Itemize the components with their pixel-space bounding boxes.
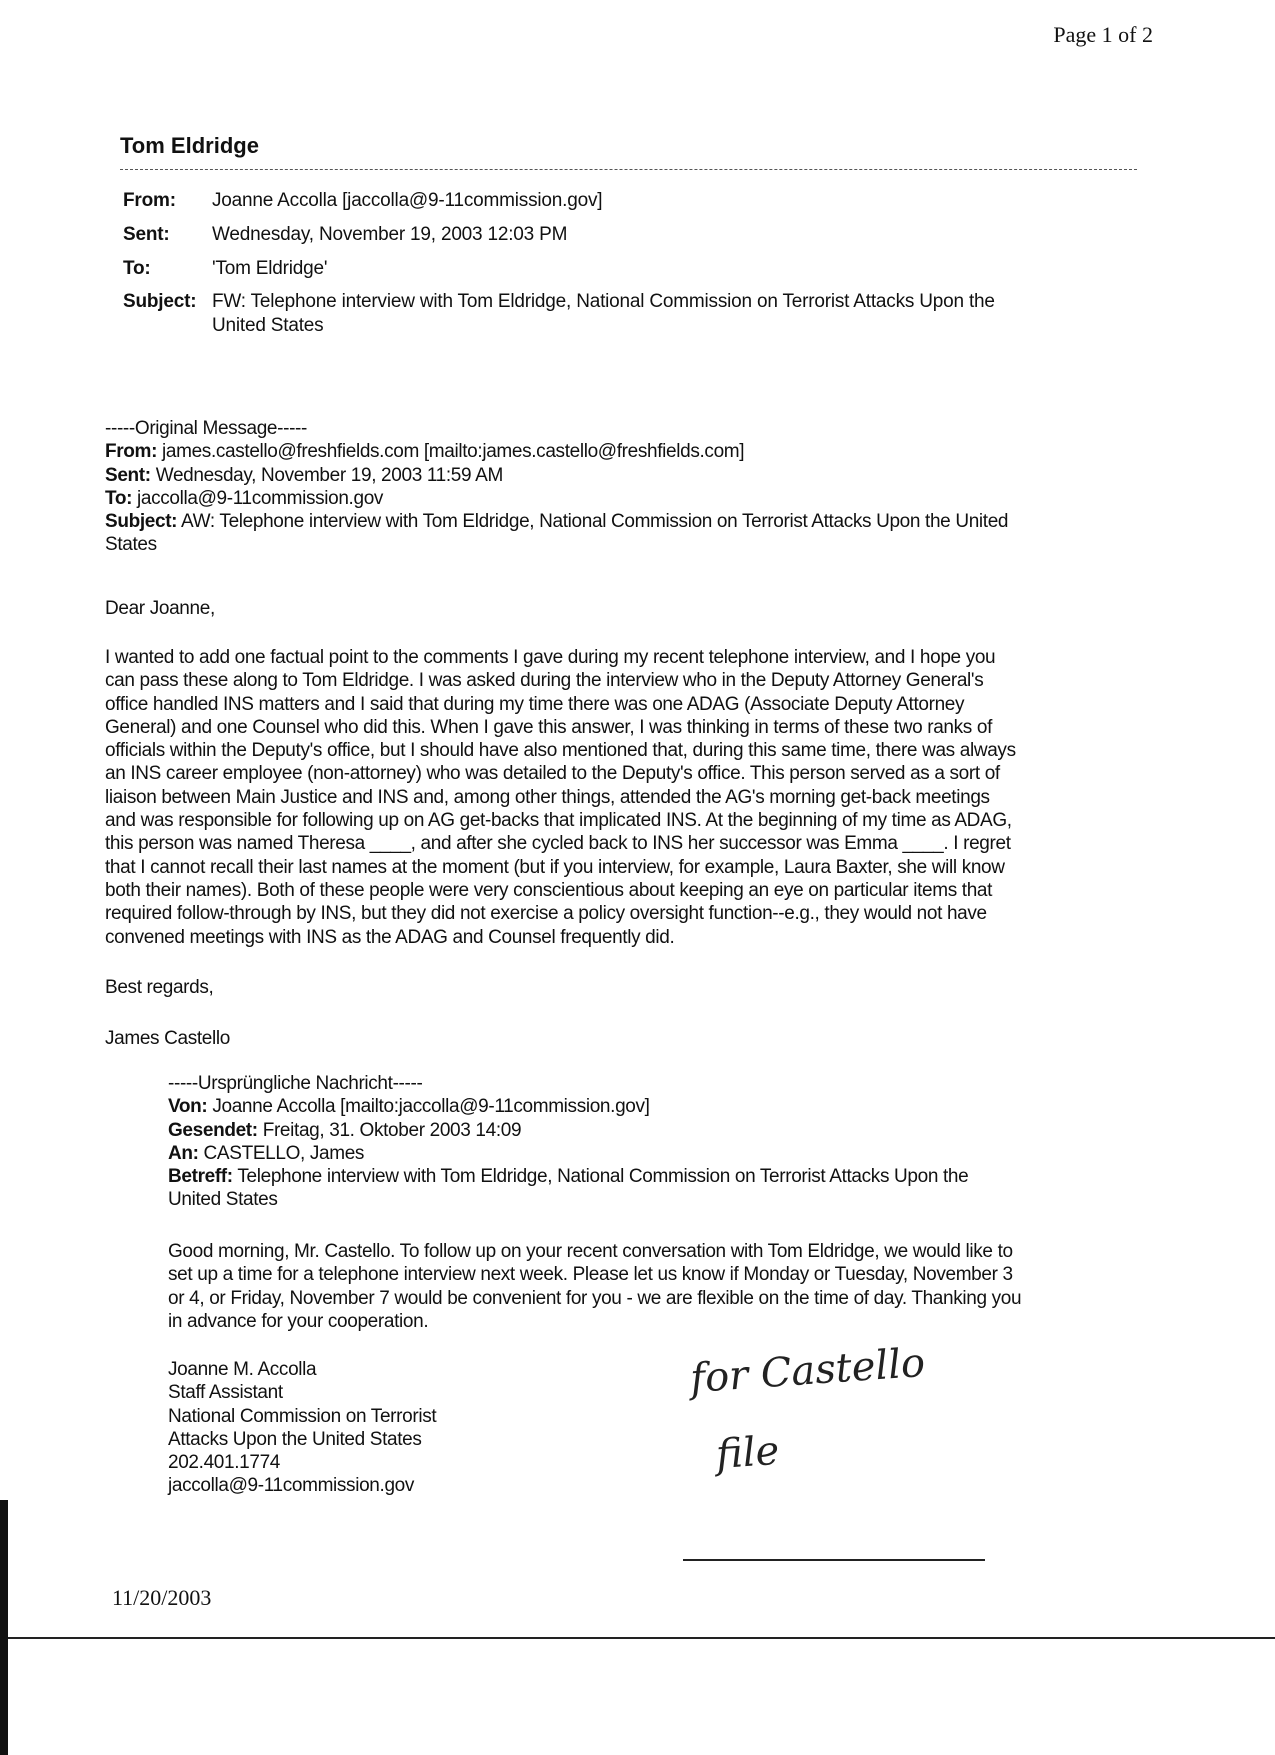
header-subject: Subject: FW: Telephone interview with Tom Eldridge, National Commission on Terrorist Attacks Upon the [123, 291, 995, 312]
text-line: Joanne M. Accolla [168, 1359, 317, 1380]
text-line: set up a time for a telephone interview next week. Please let us know if Monday or Tuesday, November 3 [168, 1264, 1013, 1286]
original-from: From: james.castello@freshfields.com [mailto:james.castello@freshfields.com] [105, 441, 745, 463]
german-an: An: CASTELLO, James [168, 1142, 365, 1164]
text-line: this person was named Theresa ____, and after she cycled back to INS her successor was Emma ____. I regret [105, 833, 1011, 855]
text-line: can pass these along to Tom Eldridge. I was asked during the interview who in the Deputy Attorney General's [105, 670, 984, 692]
text-line: officials within the Deputy's office, but I should have also mentioned that, during this same time, there was always [105, 740, 1016, 762]
text-line: office handled INS matters and I said that during my time there was one ADAG (Associate Deputy Attorney [105, 693, 965, 715]
scan-edge-line [0, 1637, 1275, 1639]
original-body [105, 646, 1016, 949]
text-line: Staff Assistant [168, 1382, 283, 1404]
german-von: Von: Joanne Accolla [mailto:jaccolla@9-11commission.gov] [168, 1096, 650, 1118]
sender-signature: James Castello [105, 1028, 230, 1049]
text-line: Attacks Upon the United States [168, 1428, 422, 1450]
german-separator: -----Ursprüngliche Nachricht----- [168, 1073, 423, 1094]
staff-signature [168, 1358, 436, 1498]
text-line: in advance for your cooperation. [168, 1310, 429, 1332]
german-body [168, 1240, 1021, 1333]
page-number: Page 1 of 2 [1053, 22, 1153, 47]
closing: Best regards, [105, 977, 214, 998]
header-to: To: 'Tom Eldridge' [123, 258, 328, 279]
mailbox-owner-title: Tom Eldridge [120, 133, 259, 158]
text-line: 202.401.1774 [168, 1452, 281, 1474]
text-line: convened meetings with INS as the ADAG and Counsel frequently did. [105, 926, 675, 948]
handwritten-note-line1: for Castello [688, 1339, 927, 1403]
text-line: required follow-through by INS, but they did not exercise a policy oversight function--e.g., they would not have [105, 903, 987, 925]
text-line: or 4, or Friday, November 7 would be convenient for you - we are flexible on the time of day. Thanking you [168, 1287, 1022, 1309]
german-betreff: Betreff: Telephone interview with Tom Eldridge, National Commission on Terrorist Attacks Upon the [168, 1166, 969, 1188]
header-sent: Sent: Wednesday, November 19, 2003 12:03 PM [123, 224, 568, 245]
scan-edge-bar [0, 1500, 8, 1755]
greeting: Dear Joanne, [105, 598, 215, 619]
text-line: that I cannot recall their last names at the moment (but if you interview, for example, Laura Baxter, she will know [105, 856, 1005, 878]
text-line: Good morning, Mr. Castello. To follow up on your recent conversation with Tom Eldridge, we would like to [168, 1241, 1013, 1262]
print-date: 11/20/2003 [112, 1585, 212, 1610]
text-line: jaccolla@9-11commission.gov [168, 1475, 415, 1497]
text-line: an INS career employee (non-attorney) who was detailed to the Deputy's office. This person served as a sort of [105, 763, 1000, 785]
header-from: From: Joanne Accolla [jaccolla@9-11commission.gov] [123, 190, 603, 211]
handwritten-note-line2: file [714, 1427, 781, 1479]
german-gesendet: Gesendet: Freitag, 31. Oktober 2003 14:09 [168, 1119, 522, 1141]
signature-rule [683, 1559, 985, 1561]
header-rule [120, 169, 1137, 170]
original-subject: Subject: AW: Telephone interview with Tom Eldridge, National Commission on Terrorist Attacks Upon the United [105, 511, 1009, 533]
text-line: and was responsible for following up on AG get-backs that implicated INS. At the beginning of my time as ADAG, [105, 810, 1012, 832]
text-line: National Commission on Terrorist [168, 1405, 437, 1427]
original-subject-cont: States [105, 534, 157, 556]
original-separator: -----Original Message----- [105, 418, 308, 439]
text-line: both their names). Both of these people were very conscientious about keeping an eye on particular items that [105, 879, 993, 901]
german-message [168, 1072, 968, 1212]
text-line: I wanted to add one factual point to the comments I gave during my recent telephone interview, and I hope you [105, 647, 996, 668]
header-subject-cont: United States [212, 315, 324, 336]
text-line: liaison between Main Justice and INS and, among other things, attended the AG's morning get-back meetings [105, 786, 990, 808]
german-betreff-cont: United States [168, 1189, 278, 1211]
text-line: General) and one Counsel who did this. When I gave this answer, I was thinking in terms of these two ranks of [105, 716, 992, 738]
original-sent: Sent: Wednesday, November 19, 2003 11:59 AM [105, 464, 503, 486]
original-to: To: jaccolla@9-11commission.gov [105, 487, 384, 509]
original-message [105, 417, 1008, 557]
